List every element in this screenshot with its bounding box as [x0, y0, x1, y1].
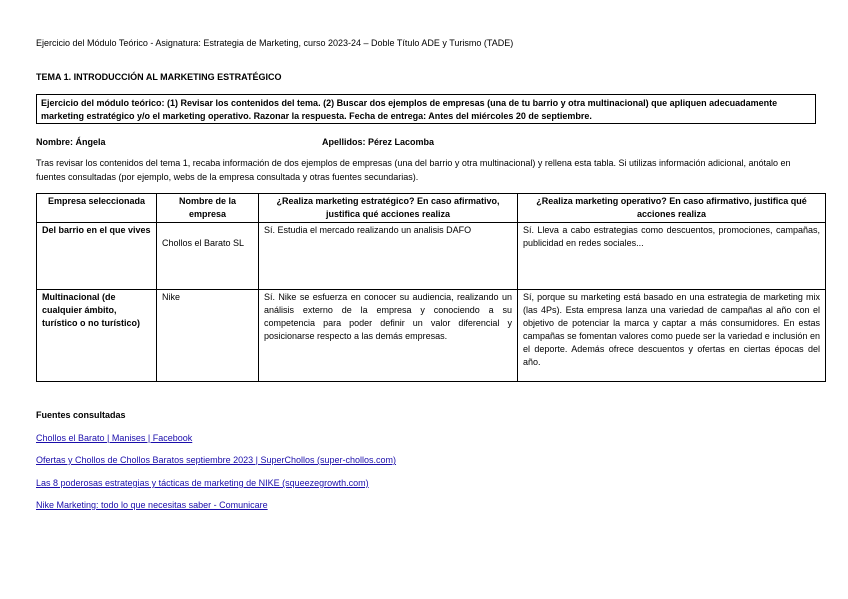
company-name-text: Chollos el Barato SL: [162, 238, 245, 248]
student-name: Nombre: Ángela: [36, 137, 106, 147]
source-link-2[interactable]: Ofertas y Chollos de Chollos Baratos septiembre 2023 | SuperChollos (super-chollos.com): [36, 455, 397, 465]
header-operative-marketing: ¿Realiza marketing operativo? En caso afirmativo, justifica qué acciones realiza: [518, 194, 826, 223]
table-row: [37, 223, 826, 290]
cell-company-type: Del barrio en el que vives: [37, 223, 157, 290]
cell-operative: Sí. Lleva a cabo estrategias como descuentos, promociones, campañas, publicidad en redes sociales...: [518, 223, 826, 290]
cell-company-name: Nike: [157, 290, 259, 382]
cell-company-name: [157, 223, 259, 290]
source-link-1[interactable]: Chollos el Barato | Manises | Facebook: [36, 433, 193, 443]
section-title: TEMA 1. INTRODUCCIÓN AL MARKETING ESTRATÉGICO: [36, 72, 282, 82]
cell-company-type: Multinacional (de cualquier ámbito, turístico o no turístico): [37, 290, 157, 382]
student-surname: Apellidos: Pérez Lacomba: [322, 137, 435, 147]
sources-title: Fuentes consultadas: [36, 410, 126, 420]
table-row: [37, 290, 826, 382]
exercise-instructions-box: Ejercicio del módulo teórico: (1) Revisar los contenidos del tema. (2) Buscar dos ejemplos de empresas (una de tu barrio y otra multinacional) que apliquen adecuadamente marketing estratégico y/o el marketing operativo. Razonar la respuesta. Fecha de entrega: Antes del miércoles 20 de septiembre.: [36, 94, 816, 124]
document-header: Ejercicio del Módulo Teórico - Asignatura: Estrategia de Marketing, curso 2023-24 – Doble Título ADE y Turismo (TADE): [36, 38, 514, 48]
source-link-3[interactable]: Las 8 poderosas estrategias y tácticas de marketing de NIKE (squeezegrowth.com): [36, 478, 369, 488]
source-link-4[interactable]: Nike Marketing: todo lo que necesitas saber - Comunicare: [36, 500, 268, 510]
intro-paragraph: Tras revisar los contenidos del tema 1, recaba información de dos ejemplos de empresas (una del barrio y otra multinacional) y rellena esta tabla. Si utilizas información adicional, anótalo en fuentes consultadas (por ejemplo, webs de la empresa consultada y otras fuentes secundarias).: [36, 158, 791, 182]
companies-table: [36, 193, 826, 382]
table-header-row: [37, 194, 826, 223]
cell-operative: Sí, porque su marketing está basado en una estrategia de marketing mix (las 4Ps). Esta empresa lanza una variedad de campañas al año con el objetivo de potenciar la marca y captar a más consumidores. En estas campañas se fomentan valores como puede ser la variedad e inclusión en el deporte. Además ofrece descuentos y ofertas en ciertas épocas del año.: [518, 290, 826, 382]
header-strategic-marketing: ¿Realiza marketing estratégico? En caso afirmativo, justifica qué acciones realiza: [259, 194, 518, 223]
header-company-type: Empresa seleccionada: [37, 194, 157, 223]
cell-strategic: Sí. Estudia el mercado realizando un analisis DAFO: [259, 223, 518, 290]
cell-strategic: Sí. Nike se esfuerza en conocer su audiencia, realizando un análisis externo de la empresa y conociendo a su competencia para poder definir un valor diferencial y posicionarse respecto a las demás empresas.: [259, 290, 518, 382]
header-company-name: Nombre de la empresa: [157, 194, 259, 223]
